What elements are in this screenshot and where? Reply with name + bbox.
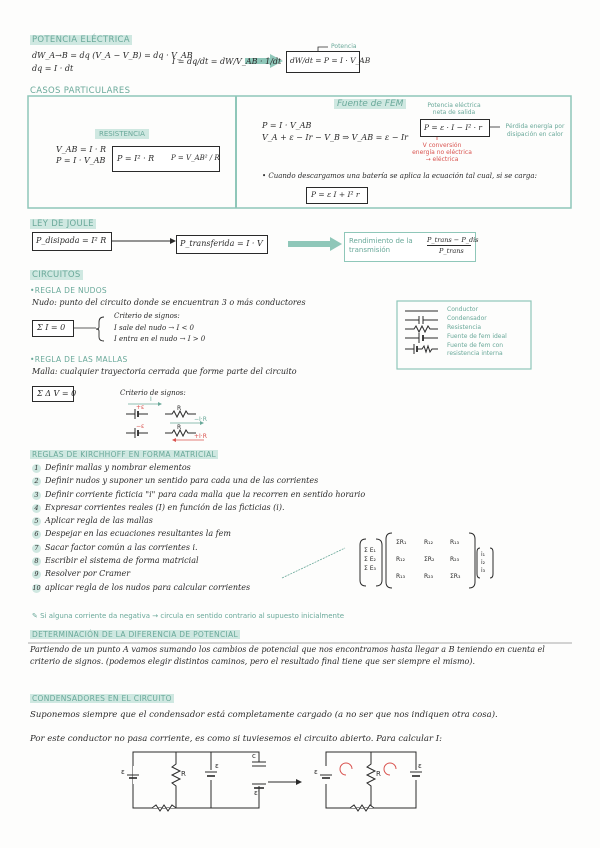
nudo-criterio-2: I entra en el nudo → I > 0 — [114, 335, 206, 343]
c2-label-e-right: ε — [418, 762, 422, 770]
vec-e-item: Σ E₁ — [364, 547, 376, 554]
c2-label-r: R — [376, 770, 381, 778]
section-casos-title: CASOS PARTICULARES — [30, 86, 131, 96]
c1-label-e: ε — [121, 768, 125, 776]
joule-rend-box — [344, 232, 479, 262]
condensadores-text2: Por este conductor no pasa corriente, es como si tuviesemos el circuito abierto. Para calcular I: — [30, 734, 442, 744]
sym-r-bottom: R — [177, 424, 182, 431]
m12: R₂₃ — [450, 556, 459, 563]
vec-i-item: i₂ — [481, 559, 486, 566]
matrix-vec-e — [364, 547, 376, 574]
fem-label-top: Potencia eléctrica neta de salida — [427, 102, 481, 116]
sym-e2: −ε — [136, 423, 145, 430]
m21: R₂₃ — [424, 573, 433, 580]
malla-criterio: Criterio de signos: — [120, 389, 186, 397]
step-item: 10 aplicar regla de los nudos para calcular corrientes — [32, 582, 251, 592]
section-diferencia-title: DETERMINACIÓN DE LA DIFERENCIA DE POTENCIAL — [32, 630, 238, 639]
vec-i-item: i₁ — [481, 551, 486, 558]
potencia-eq2: dq = I · dt — [32, 64, 74, 73]
legend — [447, 306, 527, 358]
step-item: 9 Resolver por Cramer — [32, 569, 365, 582]
resistencia-box2: P = V_AB² / R — [171, 154, 220, 162]
joule-rend-den: P_trans — [439, 247, 464, 255]
kirchhoff-steps — [32, 463, 365, 596]
legend-item: Fuente de fem con resistencia interna — [447, 342, 504, 357]
potencia-result: dW/dt = P = I · V_AB — [290, 56, 371, 65]
resistencia-sys2: P = I · V_AB — [56, 156, 106, 165]
step-item: 1 Definir mallas y nombrar elementos — [32, 463, 365, 476]
kirchhoff-note: ✎ Si alguna corriente da negativa → circula en sentido contrario al supuesto inicialmente — [32, 612, 345, 620]
potencia-eq3: I = dq/dt = dW/V_AB · 1/dt — [172, 57, 282, 66]
joule-p1-box — [32, 232, 112, 251]
m11: ΣR₂ — [424, 556, 435, 563]
fem-label-right: Pérdida energía por disipación en calor — [505, 123, 565, 138]
m00: ΣR₁ — [396, 539, 407, 546]
sym-r1: −I·R — [194, 416, 207, 423]
fem-sys1: P = I · V_AB — [262, 121, 312, 130]
fem-title: Fuente de FEM — [334, 99, 406, 109]
legend-item: Condensador — [447, 315, 487, 322]
joule-rend-num: P_trans − P_dis — [427, 236, 479, 244]
m22: ΣR₃ — [450, 573, 461, 580]
m01: R₁₂ — [424, 539, 433, 546]
section-potencia-title: POTENCIA ELÉCTRICA — [32, 35, 130, 45]
joule-rend-label: Rendimiento de la transmisión — [349, 237, 413, 254]
fem-result-box — [420, 119, 490, 137]
potencia-result-box — [286, 51, 371, 73]
step-item: 3 Definir corriente ficticia "i" para cada malla que la recorren en sentido horario — [32, 490, 365, 503]
malla-def: Malla: cualquier trayectoria cerrada que forme parte del circuito — [32, 367, 297, 376]
sym-e1: +ε — [136, 404, 145, 411]
fem-result: P = ε · I − I² · r — [424, 123, 482, 132]
vec-i-item: i₃ — [481, 567, 486, 574]
step-item: 4 Expresar corrientes reales (I) en función de las ficticias (i). — [32, 503, 365, 516]
malla-eq-box — [32, 386, 77, 402]
malla-eq: Σ Δ V = 0 — [37, 389, 77, 398]
c1-label-e-mid: ε — [215, 762, 219, 770]
c2-label-e: ε — [314, 768, 318, 776]
c1-label-c: c — [252, 752, 256, 760]
fem-bullet: • Cuando descargamos una batería se aplica la ecuación tal cual, si se carga: — [262, 172, 537, 180]
step-item: 8 Escribir el sistema de forma matricial — [32, 556, 365, 569]
vec-e-item: Σ E₂ — [364, 556, 376, 563]
nudo-criterio-1: I sale del nudo → I < 0 — [114, 324, 195, 332]
m02: R₁₃ — [450, 539, 459, 546]
legend-item: Fuente de fem ideal — [447, 333, 507, 340]
potencia-eq1: dW_A→B = dq (V_A − V_B) = dq · V_AB — [32, 51, 193, 60]
m20: R₁₃ — [396, 573, 405, 580]
section-condensadores-title: CONDENSADORES EN EL CIRCUITO — [32, 694, 172, 703]
step-item: 5 Aplicar regla de las mallas — [32, 516, 365, 529]
nudo-criterio-title: Criterio de signos: — [114, 312, 180, 320]
c1-label-e2: ε' — [254, 789, 260, 797]
sym-r2: +I·R — [194, 433, 207, 440]
nudo-eq-box — [32, 320, 74, 337]
joule-p2: P_transferida = I · V — [180, 239, 263, 248]
sym-i-top: I — [150, 396, 152, 403]
condensadores-text1: Suponemos siempre que el condensador está completamente cargado (a no ser que nos indiquen otra cosa). — [30, 710, 498, 720]
diferencia-text: Partiendo de un punto A vamos sumando los cambios de potencial que nos encontramos hasta llegar a B teniendo en cuenta el criterio de signos. (podemos elegir distintos caminos, pero el resultado final tiene que ser siempre el mismo). — [30, 645, 545, 666]
joule-p1: P_disipada = I² R — [36, 236, 107, 245]
resistencia-sys1: V_AB = I · R — [56, 145, 107, 154]
resistencia-box1: P = I² · R — [117, 154, 155, 163]
potencia-note: Potencia — [331, 43, 357, 50]
section-nudos-title: •REGLA DE NUDOS — [30, 286, 107, 295]
m10: R₁₂ — [396, 556, 405, 563]
section-mallas-title: •REGLA DE LAS MALLAS — [30, 355, 128, 364]
step-item: 2 Definir nudos y suponer un sentido para cada una de las corrientes — [32, 476, 365, 489]
resistencia-title: RESISTENCIA — [95, 129, 149, 139]
step-item: 7 Sacar factor común a las corrientes i. — [32, 543, 365, 556]
legend-item: Conductor — [447, 306, 479, 313]
section-joule-title: LEY DE JOULE — [32, 219, 94, 229]
fem-sys2: V_A + ε − Ir − V_B ⇒ V_AB = ε − Ir — [262, 133, 408, 142]
section-circuitos-title: CIRCUITOS — [32, 270, 81, 280]
nudo-eq: Σ I = 0 — [37, 323, 66, 332]
joule-rend-line — [427, 245, 471, 246]
vec-e-item: Σ E₃ — [364, 565, 376, 572]
fem-carga-box — [306, 187, 368, 204]
fem-label-mid: V conversión energía no eléctrica → eléctrica — [412, 142, 472, 163]
matrix-vec-i — [481, 551, 485, 575]
legend-item: Resistencia — [447, 324, 481, 331]
sym-r-top: R — [177, 405, 182, 412]
joule-p2-box — [176, 235, 268, 254]
nudo-def: Nudo: punto del circuito donde se encuentran 3 o más conductores — [32, 298, 306, 307]
step-item: 6 Despejar en las ecuaciones resultantes la fem — [32, 529, 365, 542]
section-kirchhoff-title: REGLAS DE KIRCHHOFF EN FORMA MATRICIAL — [32, 450, 217, 459]
fem-carga: P = ε I + I² r — [311, 190, 360, 199]
c1-label-r: R — [181, 770, 186, 778]
resistencia-box — [112, 146, 220, 172]
